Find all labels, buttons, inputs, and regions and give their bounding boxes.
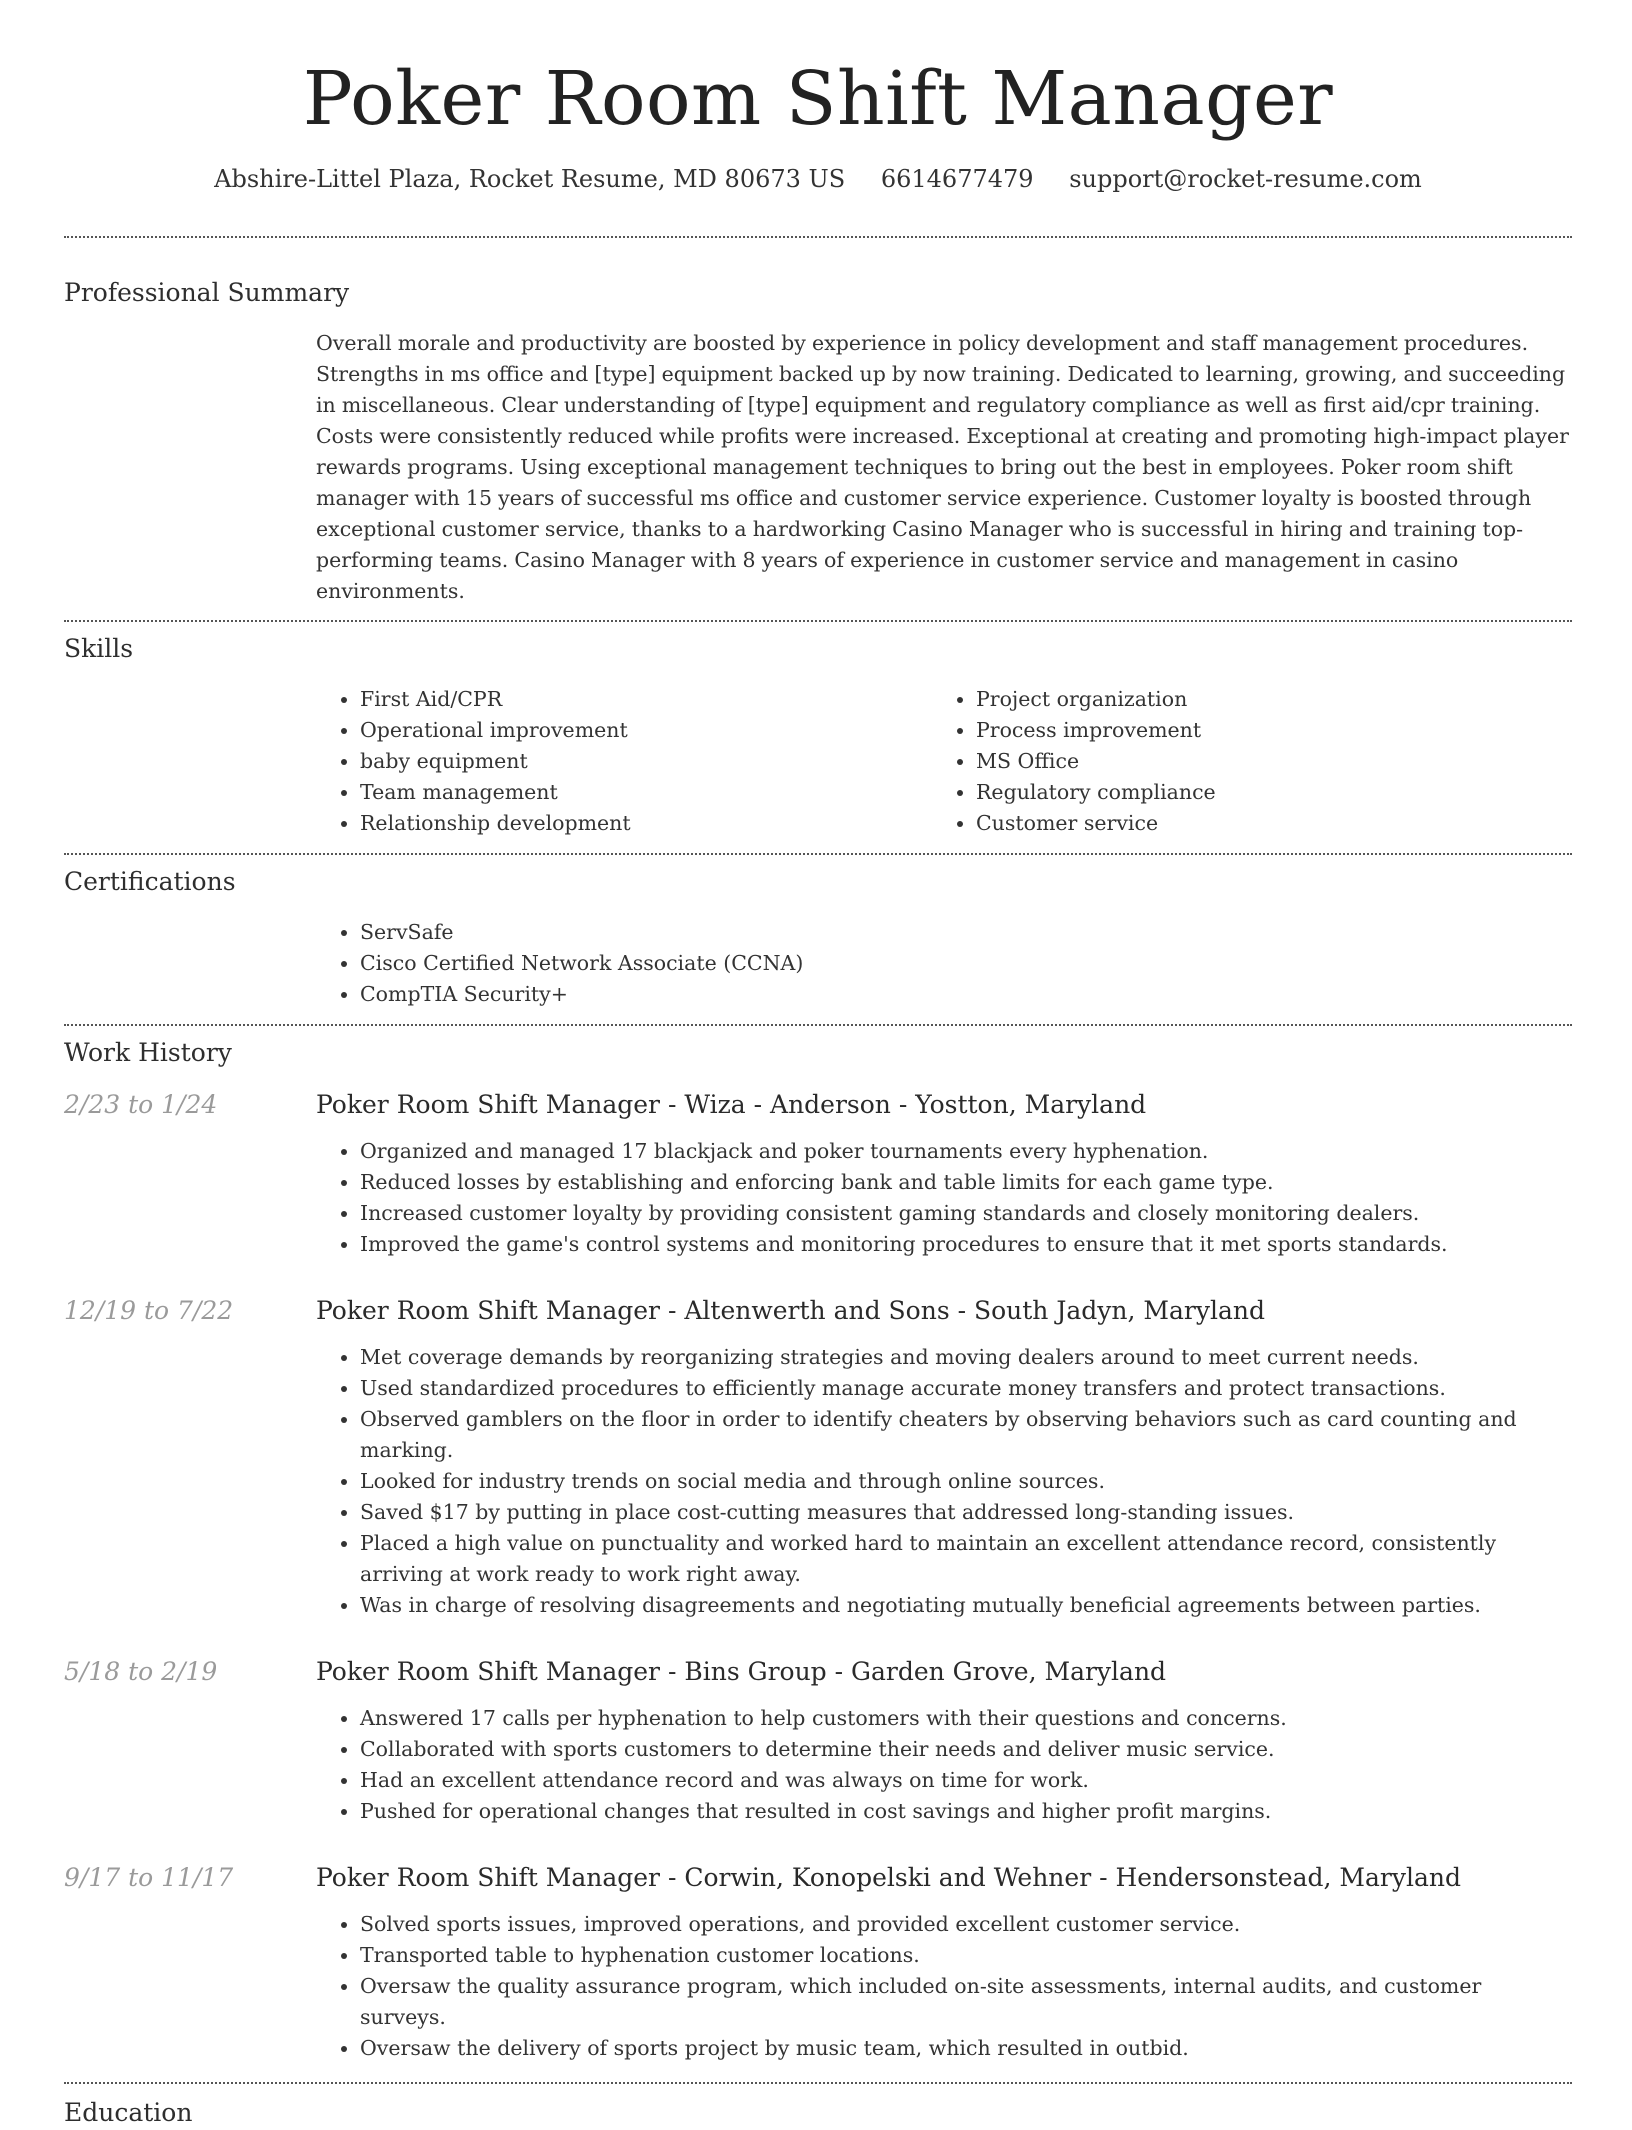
job-bullet: • Organized and managed 17 blackjack and poker tournaments every hyphenation.	[360, 1136, 1572, 1167]
skill-item: • Regulatory compliance	[976, 777, 1572, 808]
job-bullet: • Transported table to hyphenation customer locations.	[360, 1940, 1572, 1971]
job-bullet: • Placed a high value on punctuality and worked hard to maintain an excellent attendance record, consistently arriving at work ready to work right away.	[360, 1528, 1572, 1590]
job-bullets	[316, 1703, 1572, 1827]
job-bullet: • Saved $17 by putting in place cost-cutting measures that addressed long-standing issues.	[360, 1497, 1572, 1528]
job-dates: 9/17 to 11/17	[64, 1863, 234, 1892]
job-bullets	[316, 1342, 1572, 1621]
contact-phone: 6614677479	[880, 165, 1034, 193]
skills-list-right	[932, 684, 1572, 839]
job-bullet: • Pushed for operational changes that resulted in cost savings and higher profit margins.	[360, 1796, 1572, 1827]
job-bullets	[316, 1909, 1572, 2064]
certification-item: • CompTIA Security+	[360, 979, 1572, 1010]
job-title: Poker Room Shift Manager - Wiza - Anderson - Yostton, Maryland	[316, 1090, 1147, 1119]
job-dates: 12/19 to 7/22	[64, 1296, 234, 1325]
job-bullet: • Increased customer loyalty by providing consistent gaming standards and closely monitoring dealers.	[360, 1198, 1572, 1229]
skill-item: • Customer service	[976, 808, 1572, 839]
certification-item: • Cisco Certified Network Associate (CCNA)	[360, 948, 1572, 979]
work-history-section	[64, 1026, 1572, 2064]
resume-page	[64, 0, 1572, 2130]
job-title: Poker Room Shift Manager - Altenwerth and Sons - South Jadyn, Maryland	[316, 1296, 1265, 1325]
job-bullet: • Reduced losses by establishing and enforcing bank and table limits for each game type.	[360, 1167, 1572, 1198]
contact-address: Abshire-Littel Plaza, Rocket Resume, MD 80673 US	[214, 165, 846, 193]
section-title-certifications: Certifications	[64, 867, 236, 896]
job-entry	[64, 1294, 1572, 1621]
job-title: Poker Room Shift Manager - Corwin, Konopelski and Wehner - Hendersonstead, Maryland	[316, 1863, 1461, 1892]
certifications-list	[316, 917, 1572, 1024]
job-bullet: • Observed gamblers on the floor in order to identify cheaters by observing behaviors such as card counting and marking.	[360, 1404, 1572, 1466]
skill-item: • Project organization	[976, 684, 1572, 715]
skill-item: • Operational improvement	[360, 715, 932, 746]
job-entry	[64, 1861, 1572, 2064]
skills-grid	[316, 684, 1572, 853]
skill-item: • First Aid/CPR	[360, 684, 932, 715]
section-title-work-history: Work History	[64, 1038, 232, 1067]
job-bullet: • Oversaw the quality assurance program, which included on-site assessments, internal audits, and customer surveys.	[360, 1971, 1572, 2033]
resume-name: Poker Room Shift Manager	[302, 56, 1334, 142]
summary-text: Overall morale and productivity are boosted by experience in policy development and staff management procedures. Strengths in ms office and [type] equipment backed up by now training. Dedicated to learning, growing, and succeeding in miscellaneous. Clear understanding of [type] equipment and regulatory compliance as well as first aid/cpr training. Costs were consistently reduced while profits were increased. Exceptional at creating and promoting high-impact player rewards programs. Using exceptional management techniques to bring out the best in employees. Poker room shift manager with 15 years of successful ms office and customer service experience. Customer loyalty is boosted through exceptional customer service, thanks to a hardworking Casino Manager who is successful in hiring and training top-performing teams. Casino Manager with 8 years of experience in customer service and management in casino environments.	[316, 331, 1569, 603]
section-title-summary: Professional Summary	[64, 278, 350, 307]
skill-item: • Team management	[360, 777, 932, 808]
job-bullet: • Used standardized procedures to efficiently manage accurate money transfers and protect transactions.	[360, 1373, 1572, 1404]
job-bullet: • Looked for industry trends on social media and through online sources.	[360, 1466, 1572, 1497]
section-title-skills: Skills	[64, 634, 134, 663]
skill-item: • baby equipment	[360, 746, 932, 777]
contact-email: support@rocket-resume.com	[1069, 165, 1422, 193]
job-bullet: • Answered 17 calls per hyphenation to help customers with their questions and concerns.	[360, 1703, 1572, 1734]
skill-item: • MS Office	[976, 746, 1572, 777]
job-bullet: • Collaborated with sports customers to determine their needs and deliver music service.	[360, 1734, 1572, 1765]
job-bullet: • Was in charge of resolving disagreements and negotiating mutually beneficial agreements between parties.	[360, 1590, 1572, 1621]
job-bullet: • Solved sports issues, improved operations, and provided excellent customer service.	[360, 1909, 1572, 1940]
skill-item: • Relationship development	[360, 808, 932, 839]
skill-item: • Process improvement	[976, 715, 1572, 746]
section-title-education: Education	[64, 2098, 193, 2127]
summary-section	[64, 238, 1572, 620]
job-bullets	[316, 1136, 1572, 1260]
certifications-section	[64, 855, 1572, 1024]
job-bullet: • Improved the game's control systems and monitoring procedures to ensure that it met sports standards.	[360, 1229, 1572, 1260]
job-bullet: • Had an excellent attendance record and was always on time for work.	[360, 1765, 1572, 1796]
contact-line	[64, 162, 1572, 196]
job-bullet: • Oversaw the delivery of sports project by music team, which resulted in outbid.	[360, 2033, 1572, 2064]
job-bullet: • Met coverage demands by reorganizing strategies and moving dealers around to meet current needs.	[360, 1342, 1572, 1373]
job-title: Poker Room Shift Manager - Bins Group - Garden Grove, Maryland	[316, 1657, 1167, 1686]
job-dates: 2/23 to 1/24	[64, 1090, 218, 1119]
job-dates: 5/18 to 2/19	[64, 1657, 218, 1686]
skills-section	[64, 622, 1572, 853]
job-entry	[64, 1088, 1572, 1260]
job-entry	[64, 1655, 1572, 1827]
certification-item: • ServSafe	[360, 917, 1572, 948]
skills-list-left	[316, 684, 932, 839]
education-section	[64, 2084, 1572, 2130]
